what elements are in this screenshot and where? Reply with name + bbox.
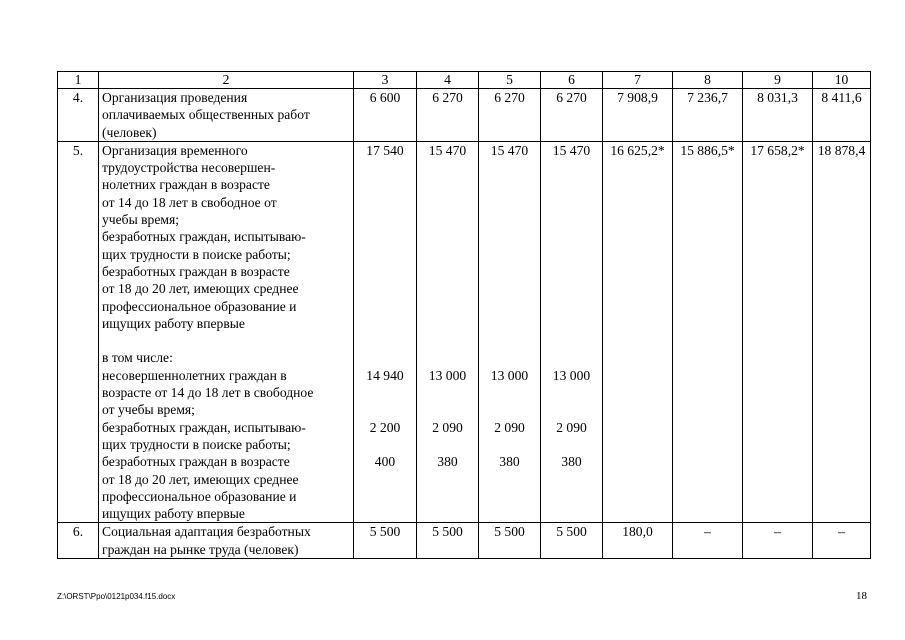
column-header-4: 4 <box>417 72 479 89</box>
spacer <box>482 159 537 367</box>
desc-line: в том числе: <box>102 350 173 366</box>
desc-line: от 18 до 20 лет, имеющих среднее <box>102 281 299 297</box>
row-number: 4. <box>58 89 99 142</box>
young-value: 400 <box>374 454 396 470</box>
difficulty-value: 2 200 <box>369 419 401 435</box>
desc-line: Социальная адаптация безработных <box>102 524 311 540</box>
column-header-6: 6 <box>541 72 603 89</box>
spacer <box>420 436 475 453</box>
desc-line: щих трудности в поиске работы; <box>102 436 291 452</box>
desc-line: возрасте от 14 до 18 лет в свободное <box>102 385 314 401</box>
spacer <box>420 159 475 367</box>
value-cell: 180,0 <box>603 523 673 559</box>
value-cell: 7 908,9 <box>603 89 673 142</box>
desc-line: от учебы время; <box>102 402 195 418</box>
table-header-row <box>58 72 871 89</box>
desc-line: от 18 до 20 лет, имеющих среднее <box>102 471 299 487</box>
desc-line: Организация проведения <box>102 90 248 105</box>
desc-line: безработных граждан в возрасте <box>102 263 290 279</box>
value-cell <box>417 141 479 523</box>
column-header-2: 2 <box>99 72 354 89</box>
desc-line: несовершеннолетних граждан в <box>102 367 287 383</box>
desc-line: безработных граждан, испытываю- <box>102 229 306 245</box>
desc-line: (человек) <box>102 124 157 140</box>
value-cell: – <box>673 523 743 559</box>
column-header-8: 8 <box>673 72 743 89</box>
value-cell <box>479 141 541 523</box>
total-value: 17 540 <box>366 142 404 158</box>
minors-value: 13 000 <box>490 367 529 383</box>
footer-file-path: Z:\ORST\Ppo\0121p034.f15.docx <box>57 592 176 601</box>
row-number: 5. <box>58 141 99 523</box>
table-row-6 <box>58 523 871 559</box>
value-cell: 18 878,4 <box>813 141 871 523</box>
column-header-10: 10 <box>813 72 871 89</box>
difficulty-value: 2 090 <box>556 419 587 435</box>
spacer <box>482 436 537 453</box>
desc-line: профессиональное образование и <box>102 488 297 504</box>
value-cell: 8 411,6 <box>813 89 871 142</box>
value-cell: 5 500 <box>417 523 479 559</box>
value-cell: 5 500 <box>354 523 417 559</box>
desc-line: профессиональное образование и <box>102 298 297 314</box>
value-cell: 15 886,5* <box>673 141 743 523</box>
spacer <box>544 159 599 367</box>
spacer <box>357 436 413 453</box>
value-cell: 6 600 <box>354 89 417 142</box>
spacer <box>357 384 413 419</box>
column-header-5: 5 <box>479 72 541 89</box>
desc-line: оплачиваемых общественных работ <box>102 107 310 123</box>
desc-line: безработных граждан в возрасте <box>102 454 290 470</box>
blank-line <box>102 332 350 349</box>
table-row-4 <box>58 89 871 142</box>
desc-line: щих трудности в поиске работы; <box>102 246 291 262</box>
desc-line: безработных граждан, испытываю- <box>102 419 306 435</box>
spacer <box>544 436 599 453</box>
value-cell: 17 658,2* <box>743 141 813 523</box>
value-cell: – <box>743 523 813 559</box>
column-header-1: 1 <box>58 72 99 89</box>
column-header-3: 3 <box>354 72 417 89</box>
value-cell: 5 500 <box>479 523 541 559</box>
value-cell <box>541 141 603 523</box>
young-value: 380 <box>561 454 582 470</box>
row-description <box>99 141 354 523</box>
value-cell: 16 625,2* <box>603 141 673 523</box>
data-table <box>57 71 871 559</box>
young-value: 380 <box>437 454 458 470</box>
spacer <box>357 159 413 367</box>
row-number: 6. <box>58 523 99 559</box>
row-description <box>99 523 354 559</box>
value-cell: 6 270 <box>479 89 541 142</box>
minors-value: 13 000 <box>428 367 467 383</box>
page-number: 18 <box>856 590 867 602</box>
difficulty-value: 2 090 <box>494 419 525 435</box>
desc-line: от 14 до 18 лет в свободное от <box>102 194 277 210</box>
desc-line: учебы время; <box>102 212 179 228</box>
table-row-5 <box>58 141 871 523</box>
value-cell: 7 236,7 <box>673 89 743 142</box>
value-cell: 6 270 <box>541 89 603 142</box>
spacer <box>420 384 475 419</box>
spacer <box>544 384 599 419</box>
row-description <box>99 89 354 142</box>
value-cell <box>354 141 417 523</box>
value-cell: 6 270 <box>417 89 479 142</box>
difficulty-value: 2 090 <box>432 419 463 435</box>
young-value: 380 <box>499 454 520 470</box>
total-value: 15 470 <box>428 142 467 158</box>
desc-line: нолетних граждан в возрасте <box>102 177 270 193</box>
total-value: 15 470 <box>490 142 529 158</box>
spacer <box>482 384 537 419</box>
column-header-7: 7 <box>603 72 673 89</box>
value-cell: 5 500 <box>541 523 603 559</box>
value-cell: 8 031,3 <box>743 89 813 142</box>
desc-line: ищущих работу впервые <box>102 315 245 331</box>
column-header-9: 9 <box>743 72 813 89</box>
minors-value: 14 940 <box>366 367 404 383</box>
total-value: 15 470 <box>552 142 591 158</box>
minors-value: 13 000 <box>552 367 591 383</box>
desc-line: ищущих работу впервые <box>102 506 245 522</box>
value-cell: – <box>813 523 871 559</box>
desc-line: граждан на рынке труда (человек) <box>102 541 299 557</box>
desc-line: Организация временного <box>102 142 248 158</box>
desc-line: трудоустройства несовершен- <box>102 160 276 176</box>
